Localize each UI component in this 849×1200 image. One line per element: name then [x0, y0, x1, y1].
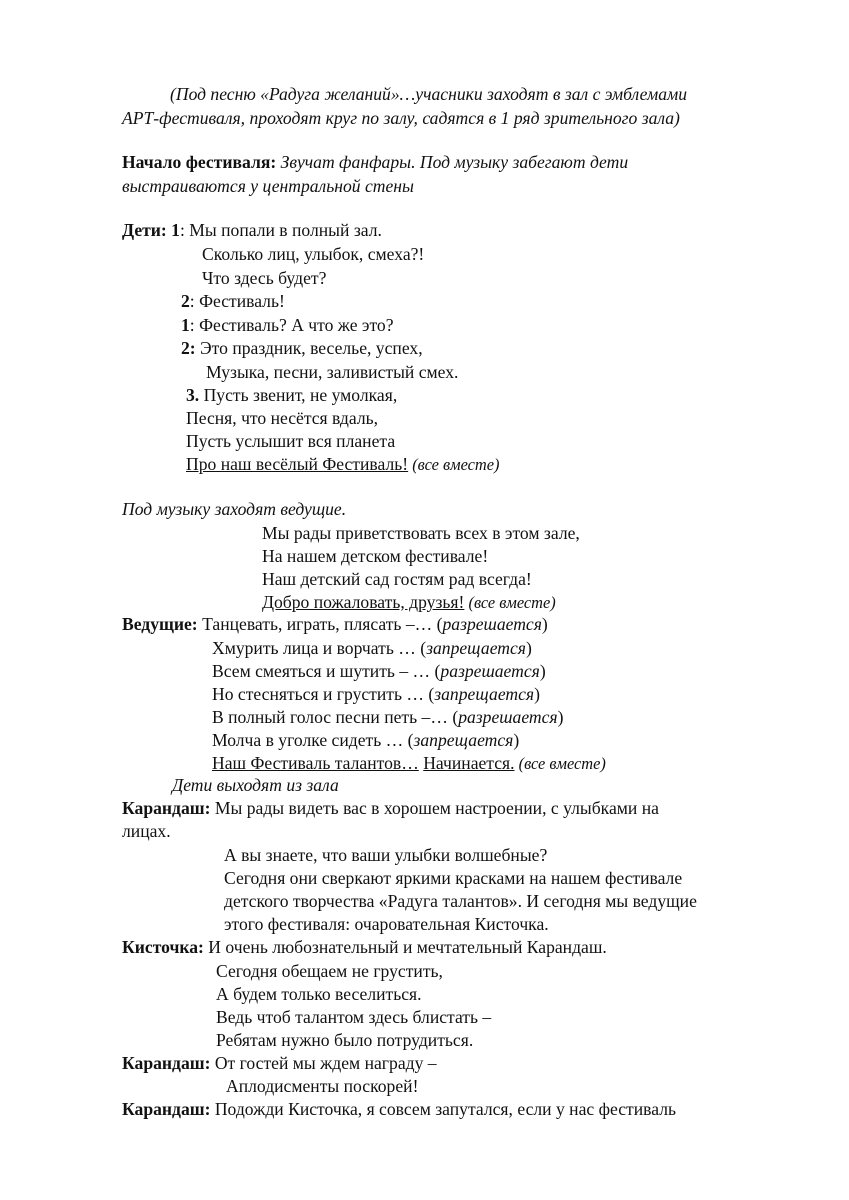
hosts-line-1 — [122, 612, 548, 636]
pencil-label: Карандаш: — [122, 1053, 211, 1073]
children-text: : Фестиваль? А что же это? — [189, 315, 394, 335]
pencil-line-5: детского творчества «Радуга талантов». И сегодня мы ведущие — [224, 891, 697, 911]
pencil-text: Мы рады видеть вас в хорошем настроении, с улыбками на — [210, 798, 659, 818]
children-text: Это праздник, веселье, успех, — [195, 338, 423, 358]
brush-label: Кисточка: — [122, 937, 204, 957]
hosts-label: Ведущие: — [122, 614, 198, 634]
children-label: Дети: 1 — [122, 220, 180, 240]
paren: ) — [534, 684, 540, 704]
hosts-answer: запрещается — [413, 730, 514, 750]
brush-line-4: Ведь чтоб талантом здесь блистать – — [216, 1007, 492, 1027]
children-line-5 — [181, 313, 394, 337]
hosts-enter-text: Добро пожаловать, друзья! — [262, 592, 465, 612]
paren: ) — [557, 707, 564, 727]
speaker-number: 1 — [181, 315, 190, 335]
pencil3-line-1 — [122, 1097, 676, 1121]
brush-line-3: А будем только веселиться. — [216, 984, 422, 1004]
pencil-line-3: А вы знаете, что ваши улыбки волшебные? — [224, 845, 548, 865]
hosts-answer: разрешается — [440, 661, 540, 681]
pencil-line-4: Сегодня они сверкают яркими красками на нашем фестивале — [224, 868, 683, 888]
pencil-text: От гостей мы ждем награду – — [210, 1053, 437, 1073]
pencil-line-6: этого фестиваля: очаровательная Кисточка. — [224, 914, 549, 934]
pencil-label: Карандаш: — [122, 1099, 211, 1119]
hosts-enter-stage: Под музыку заходят ведущие. — [122, 499, 347, 519]
hosts-text: В полный голос песни петь –… ( — [212, 707, 459, 727]
children-line-10: Пусть услышит вся планета — [186, 431, 396, 451]
children-line-4 — [181, 289, 285, 313]
hosts-enter-line-1: Мы рады приветствовать всех в этом зале, — [262, 523, 580, 543]
hosts-text: Молча в уголке сидеть … ( — [212, 730, 414, 750]
hosts-text: Всем смеяться и шутить – … ( — [212, 661, 441, 681]
hosts-line-3 — [212, 659, 546, 683]
children-line-6 — [181, 336, 423, 360]
start-line-1 — [122, 150, 628, 174]
start-label: Начало фестиваля: — [122, 152, 277, 172]
children-line-11 — [186, 452, 500, 477]
pencil-line-1 — [122, 796, 659, 820]
hosts-answer: разрешается — [458, 707, 558, 727]
hosts-text: Но стесняться и грустить … ( — [212, 684, 435, 704]
children-line-2: Сколько лиц, улыбок, смеха?! — [202, 244, 425, 264]
intro-line-1: (Под песню «Радуга желаний»…учасники заходят в зал с эмблемами — [170, 84, 688, 104]
children-line-1 — [122, 218, 382, 242]
children-exit-stage: Дети выходят из зала — [172, 775, 339, 795]
hosts-answer: разрешается — [442, 614, 542, 634]
children-line-3: Что здесь будет? — [202, 268, 327, 288]
hosts-line-6 — [212, 728, 519, 752]
pencil-line-2: лицах. — [122, 821, 171, 841]
pencil-label: Карандаш: — [122, 798, 211, 818]
children-text: Пусть звенит, не умолкая, — [199, 385, 398, 405]
hosts-enter-line-3: Наш детский сад гостям рад всегда! — [262, 569, 532, 589]
speaker-number: 2 — [181, 291, 190, 311]
speaker-number: 2: — [181, 338, 196, 358]
hosts-text: Танцевать, играть, плясать –… ( — [197, 614, 443, 634]
pencil2-line-1 — [122, 1051, 437, 1075]
pencil2-line-2: Аплодисменты поскорей! — [226, 1076, 419, 1096]
brush-line-2: Сегодня обещаем не грустить, — [216, 961, 443, 981]
children-line-9: Песня, что несётся вдаль, — [186, 408, 379, 428]
hosts-line-5 — [212, 705, 563, 729]
children-text: : Фестиваль! — [189, 291, 285, 311]
children-line-8 — [186, 383, 397, 407]
speaker-number: 3. — [186, 385, 200, 405]
hosts-line-4 — [212, 682, 540, 706]
brush-text: И очень любознательный и мечтательный Карандаш. — [203, 937, 607, 957]
hosts-answer: запрещается — [426, 638, 526, 658]
hosts-text: Наш Фестиваль талантов… — [212, 753, 419, 773]
stage-note: (все вместе) — [408, 455, 500, 474]
pencil-text: Подожди Кисточка, я совсем запутался, если у нас фестиваль — [210, 1099, 676, 1119]
start-line-2: выстраиваются у центральной стены — [122, 176, 414, 196]
hosts-text: Начинается. — [423, 753, 515, 773]
hosts-line-2 — [212, 636, 532, 660]
stage-note: (все вместе) — [514, 754, 606, 773]
stage-note: (все вместе) — [464, 593, 556, 612]
children-text: : Мы попали в полный зал. — [179, 220, 382, 240]
hosts-enter-line-2: На нашем детском фестивале! — [262, 546, 489, 566]
intro-line-2: АРТ-фестиваля, проходят круг по залу, садятся в 1 ряд зрительного зала) — [122, 108, 680, 128]
brush-line-1 — [122, 935, 607, 959]
hosts-text: Хмурить лица и ворчать … ( — [212, 638, 427, 658]
paren: ) — [541, 614, 548, 634]
paren: ) — [525, 638, 532, 658]
brush-line-5: Ребятам нужно было потрудиться. — [216, 1030, 474, 1050]
start-text: Звучат фанфары. Под музыку забегают дети — [276, 152, 629, 172]
hosts-answer: запрещается — [434, 684, 535, 704]
paren: ) — [513, 730, 520, 750]
children-line-7: Музыка, песни, заливистый смех. — [206, 362, 459, 382]
children-text: Про наш весёлый Фестиваль! — [186, 454, 409, 474]
paren: ) — [539, 661, 546, 681]
